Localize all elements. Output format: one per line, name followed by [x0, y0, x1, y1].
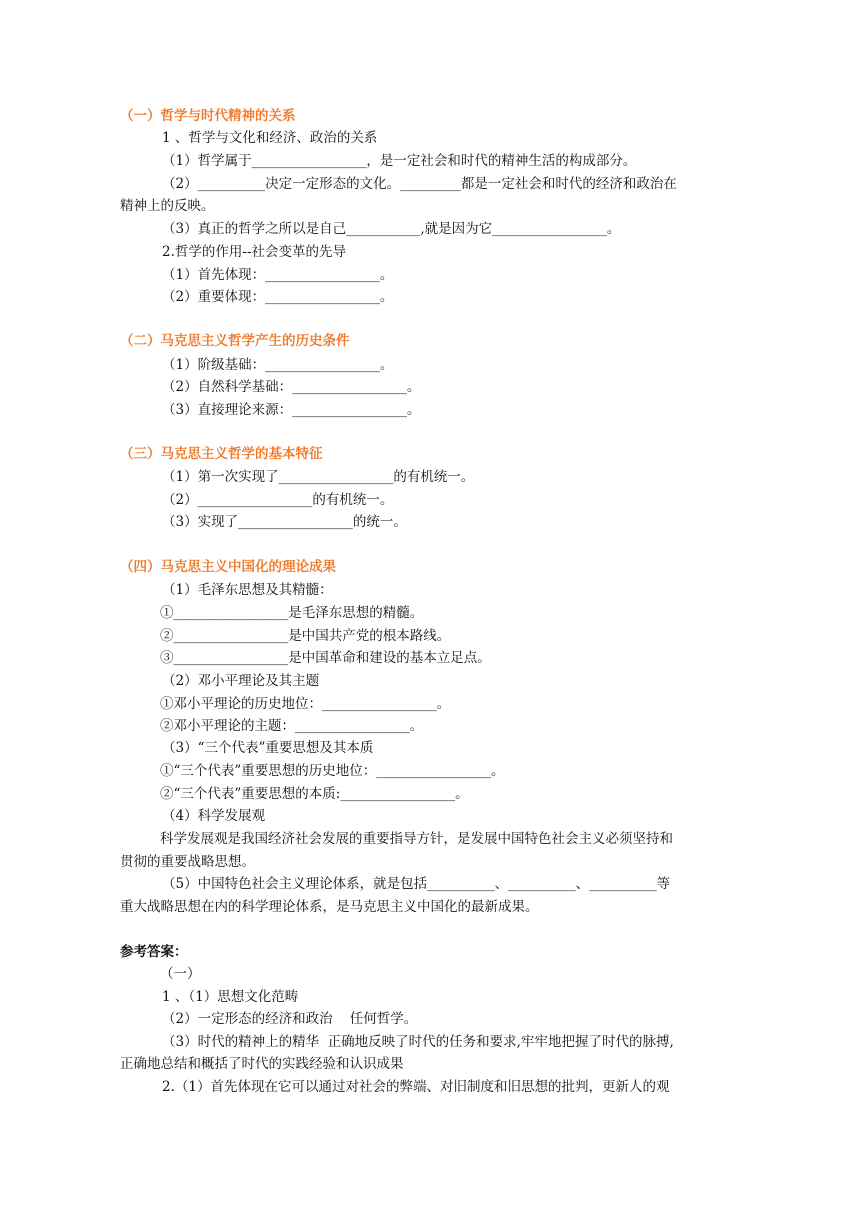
text-line: （1）第一次实现了_________________的有机统一。: [162, 469, 475, 485]
text-line: （2）重要体现：_________________。: [162, 289, 394, 305]
section-heading-2: （二）马克思主义哲学产生的历史条件: [120, 333, 350, 349]
answers-heading: 参考答案：: [120, 944, 188, 960]
text-line: 正确地总结和概括了时代的实践经验和认识成果: [120, 1056, 404, 1072]
text-line: （1）哲学属于_________________，是一定社会和时代的精神生活的构成部分。: [162, 153, 637, 169]
text-line: 1 、哲学与文化和经济、政治的关系: [162, 130, 378, 146]
text-line: （4）科学发展观: [162, 808, 266, 824]
text-line: （3）时代的精神上的精华 正确地反映了时代的任务和要求,牢牢地把握了时代的脉搏,: [162, 1034, 674, 1050]
text-line: ①_________________是毛泽东思想的精髓。: [160, 605, 424, 621]
text-line: （3）实现了_________________的统一。: [162, 514, 407, 530]
section-heading-3: （三）马克思主义哲学的基本特征: [120, 446, 323, 462]
section-heading-1: （一）哲学与时代精神的关系: [120, 108, 296, 124]
text-line: ③_________________是中国革命和建设的基本立足点。: [160, 650, 491, 666]
text-line: （5）中国特色社会主义理论体系，就是包括__________、__________、__________等: [162, 876, 671, 892]
text-line: （3）直接理论来源：_________________。: [162, 402, 421, 418]
text-line: 2.哲学的作用--社会变革的先导: [162, 244, 347, 260]
text-line: 精神上的反映。: [120, 198, 215, 214]
text-line: 科学发展观是我国经济社会发展的重要指导方针，是发展中国特色社会主义必须坚持和: [160, 831, 673, 847]
text-line: （一）: [160, 966, 201, 982]
text-line: ②“三个代表”重要思想的本质:_________________。: [160, 786, 469, 802]
text-line: ①“三个代表”重要思想的历史地位：_________________。: [160, 763, 505, 779]
text-line: （2）__________决定一定形态的文化。_________都是一定社会和时代的经济和政治在: [162, 176, 677, 192]
text-line: （2）自然科学基础：_________________。: [162, 379, 421, 395]
text-line: ②邓小平理论的主题：_________________。: [160, 718, 424, 734]
text-line: （1）首先体现：_________________。: [162, 267, 394, 283]
text-line: ②_________________是中国共产党的根本路线。: [160, 628, 451, 644]
text-line: （1）阶级基础：_________________。: [162, 357, 394, 373]
text-line: 1 、（1）思想文化范畴: [162, 989, 299, 1005]
text-line: （1）毛泽东思想及其精髓：: [162, 582, 333, 598]
text-line: （3）真正的哲学之所以是自己___________,就是因为它_________________。: [162, 221, 621, 237]
section-heading-4: （四）马克思主义中国化的理论成果: [120, 559, 336, 575]
text-line: 重大战略思想在内的科学理论体系，是马克思主义中国化的最新成果。: [120, 899, 539, 915]
text-line: 2.（1）首先体现在它可以通过对社会的弊端、对旧制度和旧思想的批判，更新人的观: [162, 1079, 670, 1095]
text-line: （2）_________________的有机统一。: [162, 492, 394, 508]
text-line: （3）“三个代表”重要思想及其本质: [162, 740, 374, 756]
text-line: 贯彻的重要战略思想。: [120, 854, 255, 870]
text-line: （2）邓小平理论及其主题: [162, 673, 320, 689]
text-line: ①邓小平理论的历史地位：_________________。: [160, 696, 451, 712]
text-line: （2）一定形态的经济和政治 任何哲学。: [162, 1011, 418, 1027]
